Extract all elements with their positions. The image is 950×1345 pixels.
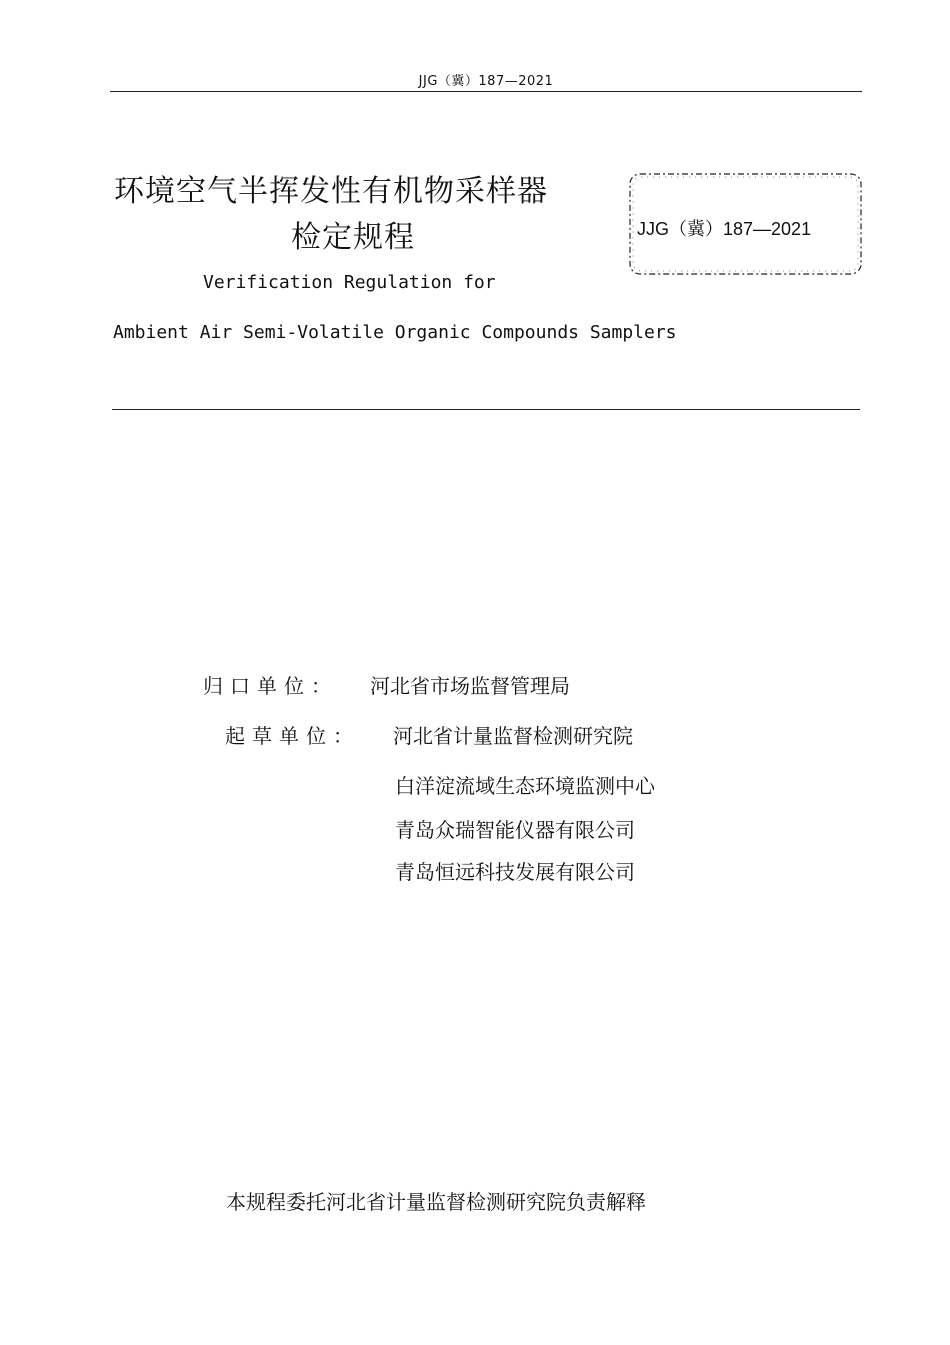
drafting-unit-3: 青岛众瑞智能仪器有限公司 [395,818,635,842]
code-box [627,171,864,277]
title-line-2: 检定规程 [291,220,415,255]
drafting-unit-2: 白洋淀流域生态环境监测中心 [395,774,655,798]
running-header: JJG（冀）187—2021 [418,74,554,89]
code-label: JJG（冀）187—2021 [637,219,812,239]
responsible-unit-label: 归口单位： [203,674,338,698]
responsible-unit-value: 河北省市场监督管理局 [370,674,570,698]
drafting-unit-4: 青岛恒远科技发展有限公司 [395,860,635,884]
footer-note: 本规程委托河北省计量监督检测研究院负责解释 [226,1190,646,1214]
title-line-1: 环境空气半挥发性有机物采样器 [114,174,548,209]
drafting-unit-1: 河北省计量监督检测研究院 [393,724,633,748]
english-title-line-1: Verification Regulation for [203,272,496,293]
english-title-line-2: Ambient Air Semi-Volatile Organic Compounds Samplers [113,322,677,343]
title-rule [112,409,860,410]
drafting-unit-label: 起草单位： [225,724,360,748]
header-rule [110,91,862,92]
